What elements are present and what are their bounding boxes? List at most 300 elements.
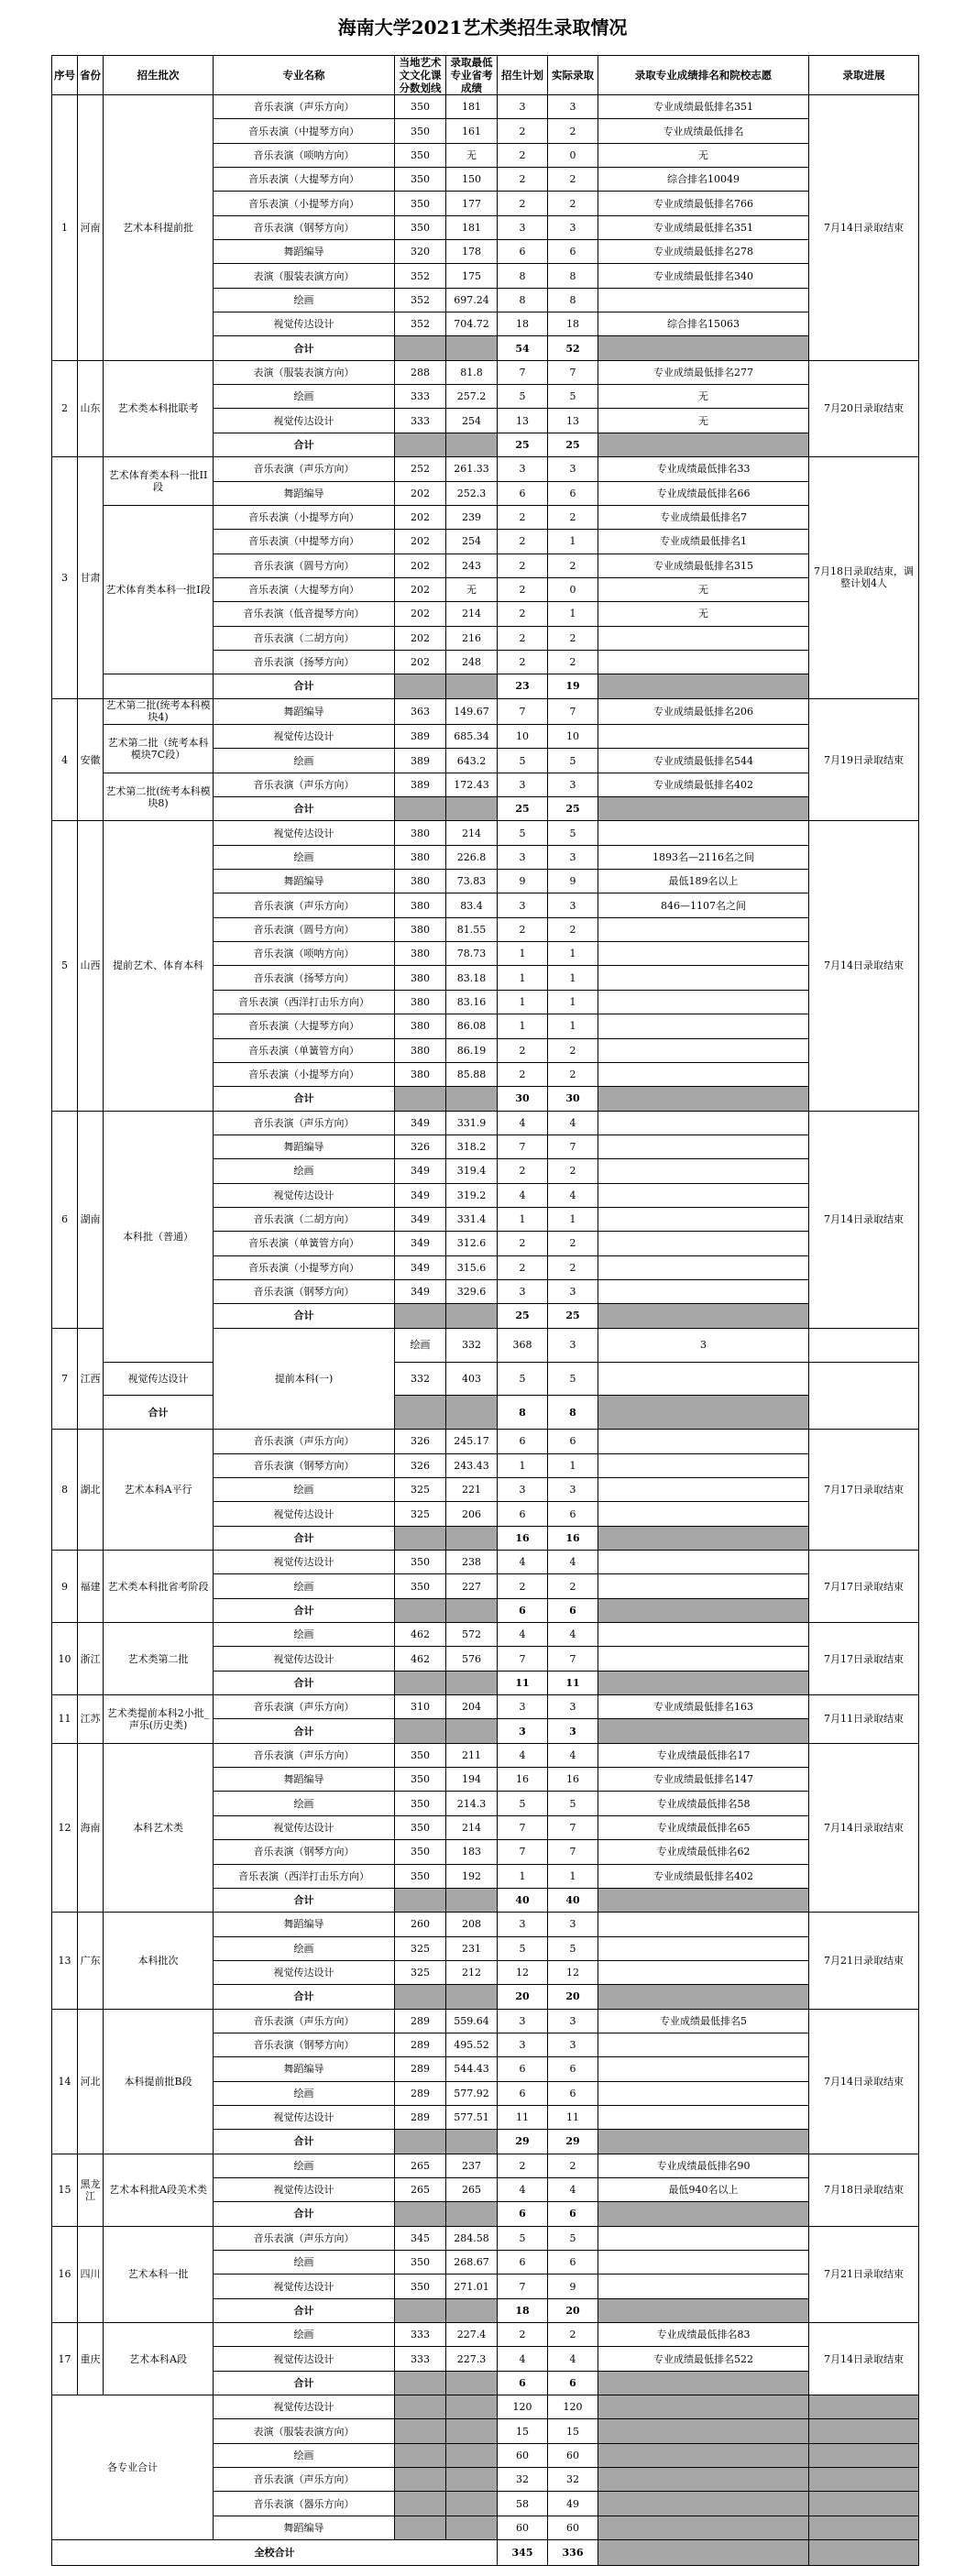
major-name: 音乐表演（西洋打击乐方向） <box>214 1864 395 1888</box>
plan-count: 7 <box>498 698 548 724</box>
rank-note <box>598 1014 809 1038</box>
cutoff-score: 389 <box>395 749 446 773</box>
admitted-count: 2 <box>548 2323 598 2347</box>
total-plan: 6 <box>498 2202 548 2226</box>
province: 四川 <box>78 2226 104 2322</box>
summary-empty-progress <box>809 2492 919 2516</box>
plan-count: 120 <box>498 2395 548 2419</box>
batch-name: 艺术类本科批联考 <box>104 360 214 456</box>
total-empty-cutoff <box>395 1598 446 1622</box>
plan-count: 6 <box>498 2251 548 2275</box>
admitted-count: 2 <box>548 192 598 215</box>
major-name: 音乐表演（声乐方向） <box>214 95 395 119</box>
cutoff-score: 349 <box>395 1279 446 1303</box>
major-name: 舞蹈编导 <box>214 698 395 724</box>
rank-note <box>598 1430 809 1453</box>
rank-note: 专业成绩最低排名402 <box>598 1864 809 1888</box>
total-empty-score <box>446 1671 498 1694</box>
min-major-score: 319.4 <box>446 1159 498 1183</box>
major-name: 音乐表演（唢呐方向） <box>214 143 395 167</box>
plan-count: 2 <box>498 168 548 192</box>
total-label: 合计 <box>214 674 395 698</box>
total-plan: 54 <box>498 336 548 360</box>
admitted-count: 2 <box>548 505 598 529</box>
total-label: 合计 <box>214 1671 395 1694</box>
plan-count: 4 <box>498 2347 548 2371</box>
rank-note: 综合排名10049 <box>598 168 809 192</box>
plan-count: 7 <box>498 1815 548 1839</box>
rank-note: 专业成绩最低排名17 <box>598 1743 809 1767</box>
total-row <box>52 674 919 698</box>
rank-note <box>598 1623 809 1647</box>
total-empty-note <box>598 1719 809 1743</box>
major-name: 音乐表演（扬琴方向） <box>214 966 395 990</box>
min-major-score: 257.2 <box>446 385 498 409</box>
province: 福建 <box>78 1551 104 1623</box>
min-major-score: 312.6 <box>446 1232 498 1255</box>
progress-status: 7月17日录取结束 <box>809 1430 919 1551</box>
min-major-score: 704.72 <box>446 312 498 336</box>
rank-note: 专业成绩最低排名 <box>598 119 809 143</box>
cutoff-score: 202 <box>395 530 446 554</box>
total-empty-note <box>598 1304 809 1328</box>
plan-count: 15 <box>498 2419 548 2443</box>
major-name: 视觉传达设计 <box>214 2347 395 2371</box>
min-major-score: 150 <box>446 168 498 192</box>
total-empty-note <box>598 336 809 360</box>
major-name: 视觉传达设计 <box>214 2105 395 2129</box>
province: 湖南 <box>78 1111 104 1328</box>
cutoff-score: 289 <box>395 2033 446 2056</box>
min-major-score: 559.64 <box>446 2009 498 2033</box>
summary-empty-note <box>598 2516 809 2539</box>
cutoff-score: 332 <box>446 1328 498 1362</box>
admitted-count: 2 <box>548 119 598 143</box>
major-name: 视觉传达设计 <box>214 2395 395 2419</box>
total-label: 合计 <box>104 1396 214 1430</box>
cutoff-score: 202 <box>395 577 446 601</box>
admitted-count: 8 <box>548 288 598 312</box>
total-empty-note <box>598 1888 809 1912</box>
plan-count: 5 <box>498 385 548 409</box>
min-major-score: 577.51 <box>446 2105 498 2129</box>
grand-total-empty-progress <box>809 2540 919 2566</box>
plan-count: 6 <box>498 481 548 505</box>
province: 浙江 <box>78 1623 104 1695</box>
rank-note: 专业成绩最低排名7 <box>598 505 809 529</box>
plan-count: 1 <box>498 966 548 990</box>
batch-name: 艺术本科A段 <box>104 2323 214 2395</box>
admitted-count: 2 <box>548 1574 598 1598</box>
min-major-score: 243.43 <box>446 1453 498 1477</box>
table-row <box>52 95 919 119</box>
plan-count: 4 <box>498 2177 548 2201</box>
rank-note <box>809 1328 919 1362</box>
plan-count: 2 <box>498 554 548 577</box>
rank-note: 专业成绩最低排名340 <box>598 264 809 288</box>
rank-note: 专业成绩最低排名66 <box>598 481 809 505</box>
total-empty-cutoff <box>395 336 446 360</box>
min-major-score: 181 <box>446 95 498 119</box>
major-name: 舞蹈编导 <box>214 2057 395 2081</box>
province: 海南 <box>78 1743 104 1912</box>
rank-note: 无 <box>598 143 809 167</box>
total-plan: 11 <box>498 1671 548 1694</box>
admitted-count: 1 <box>548 942 598 966</box>
admitted-count: 3 <box>548 95 598 119</box>
total-admitted: 25 <box>548 433 598 456</box>
total-empty-note <box>598 1671 809 1694</box>
rank-note: 专业成绩最低排名62 <box>598 1840 809 1864</box>
plan-count: 13 <box>498 409 548 433</box>
min-major-score: 178 <box>446 240 498 264</box>
rank-note <box>598 2275 809 2298</box>
plan-count: 6 <box>498 1502 548 1526</box>
cutoff-score: 252 <box>395 457 446 481</box>
rank-note <box>598 1159 809 1183</box>
rank-note: 专业成绩最低排名544 <box>598 749 809 773</box>
plan-count: 18 <box>498 312 548 336</box>
cutoff-score: 289 <box>395 2009 446 2033</box>
admitted-count: 7 <box>548 698 598 724</box>
admitted-count: 11 <box>548 2105 598 2129</box>
plan-count: 2 <box>498 192 548 215</box>
summary-empty-note <box>598 2395 809 2419</box>
total-empty-score <box>446 1396 498 1430</box>
admitted-count: 6 <box>548 2251 598 2275</box>
rank-note <box>598 1207 809 1231</box>
min-major-score: 172.43 <box>446 773 498 796</box>
rank-note <box>598 2081 809 2105</box>
admitted-count: 2 <box>548 650 598 674</box>
rank-note: 专业成绩最低排名522 <box>598 2347 809 2371</box>
total-empty-cutoff <box>395 1526 446 1550</box>
admitted-count: 0 <box>548 143 598 167</box>
header-min-score: 录取最低专业省考成绩 <box>446 56 498 95</box>
seq-no: 1 <box>52 95 78 361</box>
rank-note: 专业成绩最低排名278 <box>598 240 809 264</box>
progress-status: 7月18日录取结束，调整计划4人 <box>809 457 919 698</box>
plan-count: 2 <box>498 917 548 941</box>
total-empty-score <box>446 797 498 821</box>
province: 甘肃 <box>78 457 104 698</box>
plan-count: 4 <box>498 1183 548 1207</box>
total-empty-score <box>446 1888 498 1912</box>
admitted-count: 3 <box>548 1478 598 1502</box>
progress-status: 7月19日录取结束 <box>809 698 919 821</box>
total-admitted: 25 <box>548 797 598 821</box>
cutoff-score: 380 <box>395 942 446 966</box>
total-empty-score <box>446 1087 498 1111</box>
admitted-count: 5 <box>548 821 598 845</box>
admitted-count: 6 <box>548 481 598 505</box>
rank-note: 专业成绩最低排名766 <box>598 192 809 215</box>
seq-no: 15 <box>52 2154 78 2226</box>
admitted-count: 5 <box>548 2226 598 2250</box>
admitted-count: 4 <box>548 1183 598 1207</box>
min-major-score: 214.3 <box>446 1792 498 1815</box>
cutoff-score: 350 <box>395 1743 446 1767</box>
min-major-score: 329.6 <box>446 1279 498 1303</box>
province: 广东 <box>78 1913 104 2009</box>
major-name: 音乐表演（钢琴方向） <box>214 1453 395 1477</box>
admitted-count: 4 <box>548 1551 598 1574</box>
major-name: 音乐表演（钢琴方向） <box>214 2033 395 2056</box>
plan-count: 1 <box>498 1453 548 1477</box>
summary-empty-note <box>598 2468 809 2492</box>
plan-count: 7 <box>498 1647 548 1671</box>
cutoff-score: 352 <box>395 312 446 336</box>
admitted-count: 7 <box>548 1135 598 1158</box>
table-row <box>52 457 919 481</box>
plan-count: 3 <box>498 95 548 119</box>
summary-empty-score <box>446 2443 498 2467</box>
header-batch: 招生批次 <box>104 56 214 95</box>
total-label: 合计 <box>214 1598 395 1622</box>
plan-count: 11 <box>498 2105 548 2129</box>
plan-count: 5 <box>498 821 548 845</box>
major-name: 音乐表演（小提琴方向） <box>214 1255 395 1279</box>
cutoff-score: 326 <box>395 1453 446 1477</box>
batch-name: 艺术类提前本科2小批_声乐(历史类) <box>104 1695 214 1744</box>
cutoff-score: 380 <box>395 845 446 869</box>
plan-count: 3 <box>498 773 548 796</box>
summary-empty-score <box>446 2468 498 2492</box>
admitted-count: 15 <box>548 2419 598 2443</box>
admitted-count: 16 <box>548 1768 598 1792</box>
summary-empty-note <box>598 2492 809 2516</box>
major-name: 音乐表演（小提琴方向） <box>214 505 395 529</box>
plan-count: 3 <box>498 2009 548 2033</box>
cutoff-score: 265 <box>395 2154 446 2177</box>
rank-note <box>598 1913 809 1936</box>
rank-note: 专业成绩最低排名90 <box>598 2154 809 2177</box>
batch-empty <box>104 674 214 698</box>
cutoff-score: 350 <box>395 1815 446 1839</box>
min-major-score: 181 <box>446 215 498 239</box>
cutoff-score: 350 <box>395 1551 446 1574</box>
table-row <box>52 1695 919 1719</box>
plan-count: 2 <box>498 602 548 626</box>
province: 河北 <box>78 2009 104 2154</box>
major-name: 音乐表演（小提琴方向） <box>214 1062 395 1086</box>
total-empty-note <box>598 1087 809 1111</box>
seq-no: 17 <box>52 2323 78 2395</box>
cutoff-score: 202 <box>395 650 446 674</box>
total-plan: 20 <box>498 1985 548 2009</box>
table-row <box>52 2226 919 2250</box>
cutoff-score: 350 <box>395 215 446 239</box>
plan-count: 4 <box>498 1551 548 1574</box>
total-admitted: 19 <box>548 674 598 698</box>
major-name: 绘画 <box>214 288 395 312</box>
province: 江苏 <box>78 1695 104 1744</box>
province: 江西 <box>78 1328 104 1430</box>
cutoff-score: 202 <box>395 626 446 650</box>
table-row <box>52 2395 919 2419</box>
admitted-count: 2 <box>548 168 598 192</box>
progress-status: 7月14日录取结束 <box>809 1111 919 1328</box>
total-empty-cutoff <box>395 1396 446 1430</box>
cutoff-score: 380 <box>395 1038 446 1062</box>
min-major-score: 403 <box>446 1362 498 1396</box>
seq-no: 11 <box>52 1695 78 1744</box>
total-label: 合计 <box>214 1719 395 1743</box>
min-major-score: 284.58 <box>446 2226 498 2250</box>
admitted-count: 6 <box>548 1502 598 1526</box>
min-major-score: 78.73 <box>446 942 498 966</box>
plan-count: 2 <box>498 119 548 143</box>
total-admitted: 20 <box>548 1985 598 2009</box>
total-admitted: 11 <box>548 1671 598 1694</box>
admitted-count: 6 <box>548 2081 598 2105</box>
seq-no: 13 <box>52 1913 78 2009</box>
summary-empty-score <box>446 2395 498 2419</box>
major-name: 音乐表演（扬琴方向） <box>214 650 395 674</box>
admitted-count: 1 <box>548 1453 598 1477</box>
min-major-score: 331.4 <box>446 1207 498 1231</box>
cutoff-score: 462 <box>395 1623 446 1647</box>
plan-count: 8 <box>498 264 548 288</box>
admitted-count: 3 <box>548 845 598 869</box>
table-row <box>52 725 919 749</box>
min-major-score: 86.19 <box>446 1038 498 1062</box>
batch-name: 艺术类第二批 <box>104 1623 214 1695</box>
total-empty-cutoff <box>395 1304 446 1328</box>
major-name: 舞蹈编导 <box>214 240 395 264</box>
plan-count: 16 <box>498 1768 548 1792</box>
plan-count: 2 <box>498 626 548 650</box>
min-major-score: 227.4 <box>446 2323 498 2347</box>
min-major-score: 572 <box>446 1623 498 1647</box>
seq-no: 2 <box>52 360 78 456</box>
seq-no: 10 <box>52 1623 78 1695</box>
major-name: 绘画 <box>214 1792 395 1815</box>
min-major-score: 221 <box>446 1478 498 1502</box>
major-name: 音乐表演（中提琴方向） <box>214 530 395 554</box>
cutoff-score: 349 <box>395 1183 446 1207</box>
rank-note <box>598 1502 809 1526</box>
rank-note: 专业成绩最低排名147 <box>598 1768 809 1792</box>
cutoff-score: 289 <box>395 2081 446 2105</box>
total-plan: 6 <box>498 1598 548 1622</box>
summary-empty-score <box>446 2516 498 2539</box>
major-name: 音乐表演（唢呐方向） <box>214 942 395 966</box>
rank-note <box>598 966 809 990</box>
total-empty-score <box>446 1598 498 1622</box>
batch-name: 艺术第二批(统考本科模块8) <box>104 773 214 821</box>
major-name: 音乐表演（声乐方向） <box>214 1695 395 1719</box>
rank-note <box>598 1062 809 1086</box>
major-name: 视觉传达设计 <box>214 1183 395 1207</box>
total-empty-cutoff <box>395 2202 446 2226</box>
total-plan: 29 <box>498 2130 548 2154</box>
min-major-score: 254 <box>446 409 498 433</box>
cutoff-score: 325 <box>395 1478 446 1502</box>
min-major-score: 227.3 <box>446 2347 498 2371</box>
header-province: 省份 <box>78 56 104 95</box>
admitted-count: 60 <box>548 2443 598 2467</box>
total-label: 合计 <box>214 1087 395 1111</box>
total-empty-score <box>446 336 498 360</box>
major-name: 绘画 <box>214 1478 395 1502</box>
grand-total-admitted: 336 <box>548 2540 598 2566</box>
major-name: 绘画 <box>214 1936 395 1960</box>
progress-status: 7月14日录取结束 <box>809 821 919 1111</box>
cutoff-score: 380 <box>395 917 446 941</box>
total-empty-score <box>446 2202 498 2226</box>
rank-note <box>598 626 809 650</box>
total-empty-score <box>446 1985 498 2009</box>
summary-empty-cutoff <box>395 2395 446 2419</box>
major-name: 音乐表演（声乐方向） <box>214 2009 395 2033</box>
rank-note: 专业成绩最低排名277 <box>598 360 809 384</box>
cutoff-score: 349 <box>395 1232 446 1255</box>
cutoff-score: 350 <box>395 1840 446 1864</box>
admitted-count: 1 <box>548 530 598 554</box>
major-name: 音乐表演（低音提琴方向） <box>214 602 395 626</box>
admitted-count: 2 <box>548 1038 598 1062</box>
admitted-count: 5 <box>548 1792 598 1815</box>
plan-count: 6 <box>498 1430 548 1453</box>
cutoff-score: 380 <box>395 1014 446 1038</box>
major-name: 音乐表演（声乐方向） <box>214 2468 395 2492</box>
summary-empty-progress <box>809 2443 919 2467</box>
plan-count: 7 <box>498 1135 548 1158</box>
rank-note <box>598 942 809 966</box>
admitted-count: 120 <box>548 2395 598 2419</box>
major-name: 绘画 <box>214 2443 395 2467</box>
plan-count: 2 <box>498 1062 548 1086</box>
cutoff-score: 380 <box>395 990 446 1014</box>
batch-name: 艺术体育类本科一批II段 <box>104 457 214 506</box>
admitted-count: 8 <box>548 264 598 288</box>
total-label: 合计 <box>214 2298 395 2322</box>
plan-count: 3 <box>498 2033 548 2056</box>
total-admitted: 6 <box>548 1598 598 1622</box>
total-empty-note <box>598 2371 809 2395</box>
rank-note: 无 <box>598 409 809 433</box>
admitted-count: 60 <box>548 2516 598 2539</box>
total-plan: 8 <box>498 1396 548 1430</box>
major-name: 音乐表演（大提琴方向） <box>214 1014 395 1038</box>
min-major-score: 238 <box>446 1551 498 1574</box>
cutoff-score: 289 <box>395 2057 446 2081</box>
total-empty-note <box>598 1985 809 2009</box>
admitted-count: 3 <box>548 893 598 917</box>
rank-note: 专业成绩最低排名1 <box>598 530 809 554</box>
major-name: 音乐表演（西洋打击乐方向） <box>214 990 395 1014</box>
total-empty-score <box>446 1719 498 1743</box>
plan-count: 1 <box>498 942 548 966</box>
total-plan: 16 <box>498 1526 548 1550</box>
batch-name: 艺术本科A平行 <box>104 1430 214 1551</box>
admitted-count: 2 <box>548 626 598 650</box>
total-label: 合计 <box>214 1526 395 1550</box>
summary-empty-score <box>446 2419 498 2443</box>
admitted-count: 1 <box>548 1014 598 1038</box>
total-empty-score <box>446 2371 498 2395</box>
rank-note <box>598 1135 809 1158</box>
admitted-count: 10 <box>548 725 598 749</box>
total-label: 合计 <box>214 1985 395 2009</box>
min-major-score: 245.17 <box>446 1430 498 1453</box>
total-empty-note <box>598 2202 809 2226</box>
plan-count: 6 <box>498 240 548 264</box>
rank-note: 专业成绩最低排名315 <box>598 554 809 577</box>
major-name: 音乐表演（声乐方向） <box>214 1430 395 1453</box>
rank-note <box>598 650 809 674</box>
